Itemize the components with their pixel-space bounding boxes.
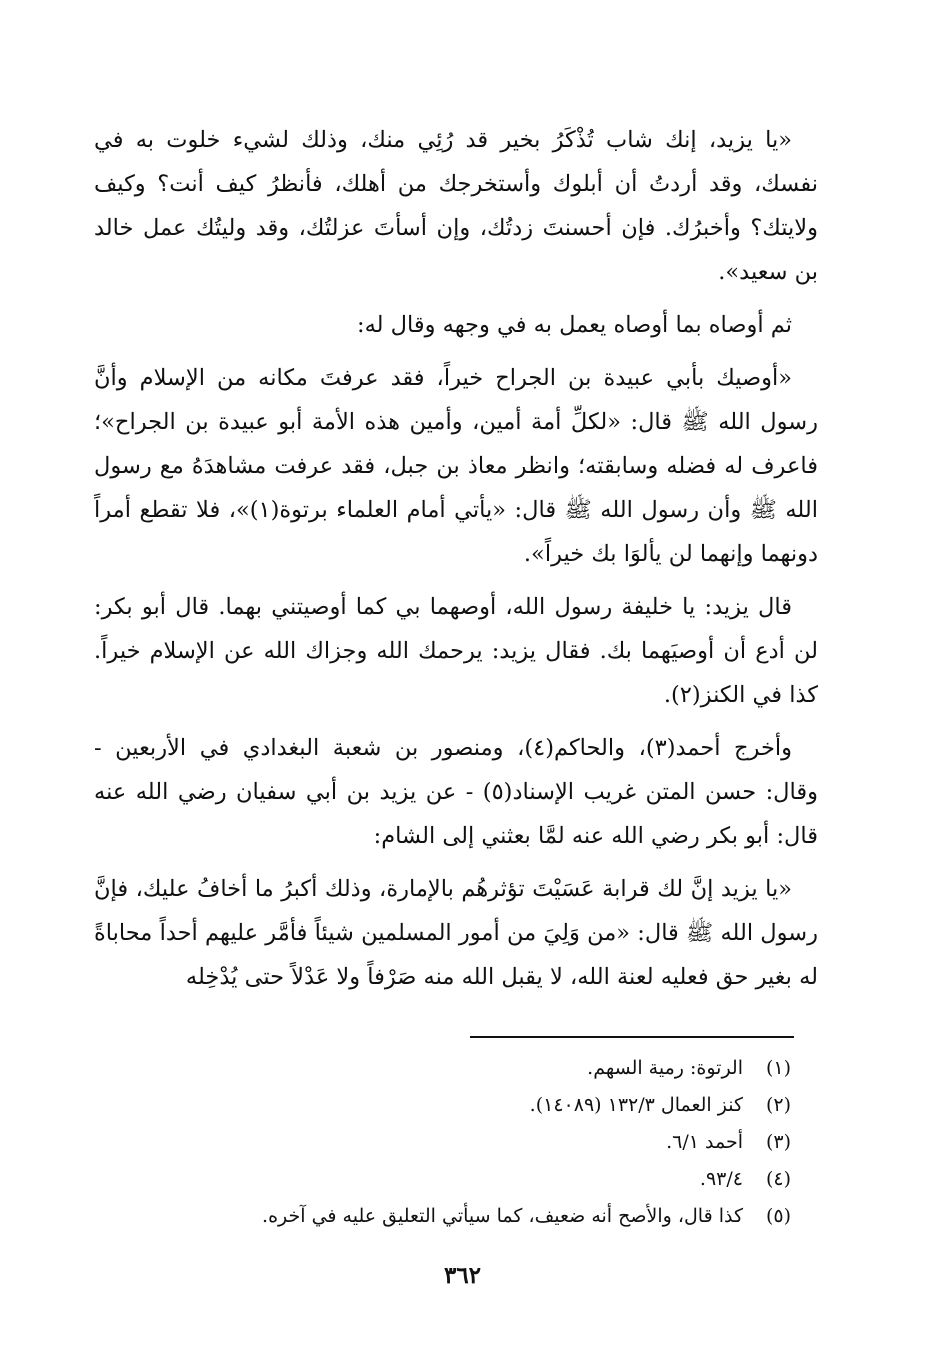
paragraph-kinship-warning: «يا يزيد إنَّ لك قرابة عَسَيْتَ تؤثرهُم بالإمارة، وذلك أكبرُ ما أخافُ عليك، فإنَّ رسول الله ﷺ قال: «من وَلِيَ من أمور المسلمين شيئاً فأمَّر عليهم أحداً محاباةً له بغير حق فعليه لعنة الله، لا يقبل الله منه صَرْفاً ولا عَدْلاً حتى يُدْخِله bbox=[94, 876, 818, 990]
footnote-text: ٩٣/٤. bbox=[699, 1168, 743, 1190]
footnote-number: (٥) bbox=[765, 1205, 791, 1227]
footnote-text: كنز العمال ١٣٢/٣ (١٤٠٨٩). bbox=[529, 1094, 743, 1116]
footnote-number: (٢) bbox=[765, 1094, 791, 1116]
paragraph-yazid-address: «يا يزيد، إنك شاب تُذْكَرُ بخير قد رُئِي منك، وذلك لشيء خلوت به في نفسك، وقد أردتُ أن أبلوك وأستخرجك من أهلك، فأنظرُ كيف أنت؟ وكيف ولايتك؟ وأخبرُك. فإن أحسنتَ زدتُك، وإن أسأتَ عزلتُك، وقد وليتُك عمل خالد بن سعيد». bbox=[94, 127, 818, 285]
footnote-number: (٤) bbox=[765, 1168, 791, 1190]
paragraph-then-advised: ثم أوصاه بما أوصاه يعمل به في وجهه وقال له: bbox=[357, 312, 792, 338]
footnote-item bbox=[151, 1161, 791, 1198]
footnote-divider bbox=[470, 1036, 794, 1038]
paragraph-ahmad-narration: وأخرج أحمد(٣)، والحاكم(٤)، ومنصور بن شعبة البغدادي في الأربعين - وقال: حسن المتن غريب الإسناد(٥) - عن يزيد بن أبي سفيان رضي الله عنه قال: أبو بكر رضي الله عنه لمَّا بعثني إلى الشام: bbox=[94, 735, 818, 849]
footnote-item bbox=[151, 1050, 791, 1087]
footnote-item bbox=[151, 1198, 791, 1235]
footnote-text: كذا قال، والأصح أنه ضعيف، كما سيأتي التعليق عليه في آخره. bbox=[262, 1205, 743, 1227]
footnote-number: (١) bbox=[765, 1057, 791, 1079]
footnote-item bbox=[151, 1124, 791, 1161]
footnotes bbox=[151, 1050, 791, 1235]
footnote-number: (٣) bbox=[765, 1131, 791, 1153]
footnote-text: الرتوة: رمية السهم. bbox=[587, 1057, 743, 1079]
paragraph-yazid-reply: قال يزيد: يا خليفة رسول الله، أوصهما بي كما أوصيتني بهما. قال أبو بكر: لن أدع أن أوصيَهما بك. فقال يزيد: يرحمك الله وجزاك الله عن الإسلام خيراً. كذا في الكنز(٢). bbox=[94, 594, 818, 708]
main-text bbox=[94, 118, 818, 1008]
page-number: ٣٦٢ bbox=[443, 1262, 482, 1289]
footnote-item bbox=[151, 1087, 791, 1124]
paragraph-abu-ubaida: «أوصيك بأبي عبيدة بن الجراح خيراً، فقد عرفتَ مكانه من الإسلام وأنَّ رسول الله ﷺ قال: «لكلِّ أمة أمين، وأمين هذه الأمة أبو عبيدة بن الجراح»؛ فاعرف له فضله وسابقته؛ وانظر معاذ بن جبل، فقد عرفت مشاهدَهُ مع رسول الله ﷺ وأن رسول الله ﷺ قال: «يأتي أمام العلماء برتوة(١)»، فلا تقطع أمراً دونهما وإنهما لن يألوَا بك خيراً». bbox=[94, 365, 818, 567]
footnote-text: أحمد ٦/١. bbox=[666, 1131, 743, 1153]
